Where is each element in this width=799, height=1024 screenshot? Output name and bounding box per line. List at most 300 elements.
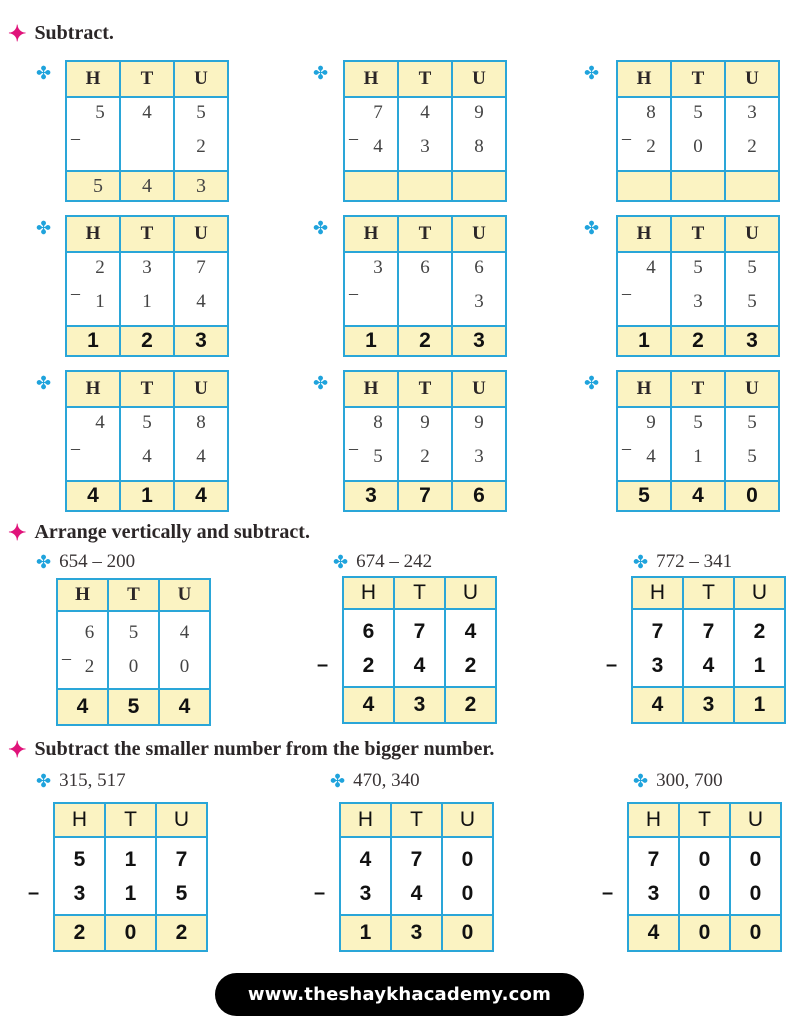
answer-cell[interactable] bbox=[398, 171, 452, 201]
blue-bullet-icon: ✤ bbox=[633, 770, 649, 791]
minuend-digit: 5 bbox=[73, 848, 86, 871]
answer-cell[interactable]: 4 bbox=[159, 689, 210, 725]
subtrahend-digit: 3 bbox=[73, 882, 86, 905]
htu-table bbox=[342, 576, 497, 724]
answer-cell[interactable]: 0 bbox=[679, 915, 730, 951]
subtrahend-digit: 1 bbox=[95, 291, 105, 312]
operand-cell bbox=[445, 609, 496, 687]
operand-row bbox=[628, 837, 781, 915]
operand-row bbox=[617, 252, 779, 326]
minuend-digit: 4 bbox=[464, 620, 477, 643]
subtrahend-digit: 2 bbox=[747, 136, 757, 157]
answer-cell[interactable]: 0 bbox=[442, 915, 493, 951]
minus-sign-icon: – bbox=[62, 648, 71, 668]
minuend-digit: 9 bbox=[646, 412, 656, 433]
problem-prompt bbox=[633, 770, 723, 792]
htu-table bbox=[343, 215, 507, 357]
operand-cell bbox=[671, 407, 725, 481]
subtrahend-digit: 5 bbox=[747, 446, 757, 467]
minuend-digit: 7 bbox=[175, 848, 188, 871]
operand-cell bbox=[398, 252, 452, 326]
operand-cell bbox=[671, 252, 725, 326]
answer-cell[interactable]: 4 bbox=[174, 481, 228, 511]
htu-table bbox=[343, 60, 507, 202]
column-header-t: T bbox=[120, 371, 174, 407]
minuend-digit: 5 bbox=[693, 412, 703, 433]
operand-cell bbox=[391, 837, 442, 915]
minuend-digit: 5 bbox=[142, 412, 152, 433]
answer-cell[interactable]: 3 bbox=[683, 687, 734, 723]
answer-cell[interactable]: 3 bbox=[174, 171, 228, 201]
column-header-t: T bbox=[108, 579, 159, 611]
answer-cell[interactable]: 2 bbox=[120, 326, 174, 356]
column-header-h: H bbox=[66, 61, 120, 97]
operand-cell bbox=[120, 97, 174, 171]
answer-cell[interactable]: 4 bbox=[57, 689, 108, 725]
column-header-u: U bbox=[445, 577, 496, 609]
subtrahend-digit: 0 bbox=[749, 882, 762, 905]
answer-cell[interactable]: 0 bbox=[725, 481, 779, 511]
operand-row bbox=[344, 252, 506, 326]
subtrahend-digit: 5 bbox=[175, 882, 188, 905]
answer-cell[interactable]: 0 bbox=[105, 915, 156, 951]
subtrahend-digit: 5 bbox=[373, 446, 383, 467]
section-heading-arrange bbox=[8, 521, 310, 544]
column-header-h: H bbox=[343, 577, 394, 609]
subtrahend-digit: 4 bbox=[410, 882, 423, 905]
answer-row bbox=[344, 171, 506, 201]
operand-row bbox=[66, 407, 228, 481]
minus-sign-icon: – bbox=[622, 128, 631, 148]
answer-cell[interactable]: 2 bbox=[445, 687, 496, 723]
header-row bbox=[54, 803, 207, 837]
htu-table bbox=[627, 802, 782, 952]
answer-cell[interactable]: 4 bbox=[632, 687, 683, 723]
operand-cell bbox=[156, 837, 207, 915]
subtrahend-digit: 2 bbox=[84, 656, 95, 677]
minuend-digit: 5 bbox=[128, 622, 139, 643]
column-header-t: T bbox=[671, 371, 725, 407]
answer-cell[interactable]: 6 bbox=[452, 481, 506, 511]
minus-sign-icon: – bbox=[622, 283, 631, 303]
blue-bullet-icon: ✤ bbox=[36, 63, 52, 83]
column-header-h: H bbox=[66, 371, 120, 407]
minuend-digit: 8 bbox=[196, 412, 206, 433]
minus-sign-icon: – bbox=[71, 438, 80, 458]
minus-sign-icon: – bbox=[606, 654, 618, 676]
answer-cell[interactable] bbox=[725, 171, 779, 201]
operand-cell bbox=[394, 609, 445, 687]
operand-cell bbox=[174, 407, 228, 481]
problem-prompt bbox=[330, 770, 420, 792]
answer-cell[interactable]: 2 bbox=[671, 326, 725, 356]
operand-cell bbox=[105, 837, 156, 915]
column-header-t: T bbox=[671, 61, 725, 97]
column-header-h: H bbox=[340, 803, 391, 837]
prompt-text: 470, 340 bbox=[353, 770, 420, 791]
subtrahend-digit: 0 bbox=[461, 882, 474, 905]
answer-cell[interactable]: 3 bbox=[174, 326, 228, 356]
htu-table bbox=[343, 370, 507, 512]
operand-row bbox=[54, 837, 207, 915]
minuend-digit: 4 bbox=[95, 412, 105, 433]
minuend-digit: 5 bbox=[747, 412, 757, 433]
column-header-u: U bbox=[174, 216, 228, 252]
minuend-digit: 7 bbox=[702, 620, 715, 643]
subtrahend-digit: 0 bbox=[179, 656, 190, 677]
column-header-u: U bbox=[452, 371, 506, 407]
blue-bullet-icon: ✤ bbox=[36, 218, 52, 238]
minuend-digit: 4 bbox=[142, 102, 152, 123]
operand-cell bbox=[344, 252, 398, 326]
subtrahend-digit: 0 bbox=[128, 656, 139, 677]
heading-text: Subtract. bbox=[34, 22, 114, 44]
column-header-u: U bbox=[734, 577, 785, 609]
operand-row bbox=[340, 837, 493, 915]
operand-cell bbox=[57, 611, 108, 689]
header-row bbox=[340, 803, 493, 837]
header-row bbox=[628, 803, 781, 837]
answer-cell[interactable]: 4 bbox=[343, 687, 394, 723]
subtrahend-digit: 1 bbox=[124, 882, 137, 905]
minuend-digit: 3 bbox=[373, 257, 383, 278]
column-header-h: H bbox=[344, 61, 398, 97]
answer-row bbox=[54, 915, 207, 951]
answer-row bbox=[66, 481, 228, 511]
minuend-digit: 3 bbox=[747, 102, 757, 123]
header-row bbox=[343, 577, 496, 609]
header-row bbox=[632, 577, 785, 609]
column-header-h: H bbox=[54, 803, 105, 837]
operand-cell bbox=[628, 837, 679, 915]
answer-cell[interactable]: 2 bbox=[156, 915, 207, 951]
minuend-digit: 6 bbox=[420, 257, 430, 278]
column-header-u: U bbox=[725, 216, 779, 252]
section-heading-smaller-bigger bbox=[8, 738, 494, 761]
answer-row bbox=[632, 687, 785, 723]
column-header-t: T bbox=[683, 577, 734, 609]
subtrahend-digit: 3 bbox=[420, 136, 430, 157]
minus-sign-icon: – bbox=[349, 128, 358, 148]
blue-bullet-icon: ✤ bbox=[36, 551, 52, 572]
subtrahend-digit: 4 bbox=[702, 654, 715, 677]
subtrahend-digit: 1 bbox=[753, 654, 766, 677]
subtrahend-digit: 3 bbox=[647, 882, 660, 905]
answer-row bbox=[344, 326, 506, 356]
minus-sign-icon: – bbox=[71, 283, 80, 303]
column-header-t: T bbox=[105, 803, 156, 837]
operand-cell bbox=[398, 407, 452, 481]
minuend-digit: 7 bbox=[373, 102, 383, 123]
prompt-text: 654 – 200 bbox=[59, 551, 136, 572]
subtrahend-digit: 2 bbox=[646, 136, 656, 157]
subtrahend-digit: 3 bbox=[474, 291, 484, 312]
header-row bbox=[344, 216, 506, 252]
column-header-h: H bbox=[344, 371, 398, 407]
answer-cell[interactable]: 3 bbox=[344, 481, 398, 511]
operand-cell bbox=[725, 97, 779, 171]
operand-cell bbox=[683, 609, 734, 687]
minuend-digit: 0 bbox=[698, 848, 711, 871]
minuend-digit: 4 bbox=[359, 848, 372, 871]
operand-cell bbox=[174, 97, 228, 171]
subtrahend-digit: 4 bbox=[196, 446, 206, 467]
htu-table bbox=[616, 215, 780, 357]
minus-sign-icon: – bbox=[602, 882, 614, 904]
operand-row bbox=[632, 609, 785, 687]
htu-table bbox=[616, 370, 780, 512]
subtrahend-digit: 2 bbox=[196, 136, 206, 157]
answer-cell[interactable] bbox=[671, 171, 725, 201]
minus-sign-icon: – bbox=[317, 654, 329, 676]
problem-prompt bbox=[36, 770, 126, 792]
minuend-digit: 6 bbox=[84, 622, 95, 643]
column-header-t: T bbox=[398, 61, 452, 97]
column-header-t: T bbox=[671, 216, 725, 252]
operand-row bbox=[344, 407, 506, 481]
minuend-digit: 2 bbox=[753, 620, 766, 643]
minuend-digit: 2 bbox=[95, 257, 105, 278]
minuend-digit: 7 bbox=[651, 620, 664, 643]
column-header-u: U bbox=[730, 803, 781, 837]
column-header-h: H bbox=[57, 579, 108, 611]
operand-cell bbox=[734, 609, 785, 687]
answer-cell[interactable]: 1 bbox=[617, 326, 671, 356]
website-url-banner[interactable] bbox=[215, 973, 584, 1016]
htu-table bbox=[65, 370, 229, 512]
operand-cell bbox=[452, 97, 506, 171]
answer-row bbox=[340, 915, 493, 951]
operand-cell bbox=[66, 97, 120, 171]
header-row bbox=[57, 579, 210, 611]
blue-bullet-icon: ✤ bbox=[313, 63, 329, 83]
answer-cell[interactable]: 5 bbox=[617, 481, 671, 511]
blue-bullet-icon: ✤ bbox=[313, 218, 329, 238]
minuend-digit: 9 bbox=[474, 412, 484, 433]
operand-row bbox=[344, 97, 506, 171]
pink-star-icon: ✦ bbox=[8, 519, 27, 545]
subtrahend-digit: 4 bbox=[646, 446, 656, 467]
subtrahend-digit: 5 bbox=[747, 291, 757, 312]
htu-table bbox=[56, 578, 211, 726]
answer-cell[interactable]: 1 bbox=[344, 326, 398, 356]
minuend-digit: 5 bbox=[196, 102, 206, 123]
column-header-u: U bbox=[452, 216, 506, 252]
operand-cell bbox=[344, 407, 398, 481]
heading-text: Subtract the smaller number from the bigger number. bbox=[34, 738, 495, 760]
operand-row bbox=[343, 609, 496, 687]
column-header-h: H bbox=[628, 803, 679, 837]
header-row bbox=[344, 371, 506, 407]
operand-row bbox=[57, 611, 210, 689]
operand-cell bbox=[343, 609, 394, 687]
operand-cell bbox=[617, 407, 671, 481]
minuend-digit: 5 bbox=[693, 102, 703, 123]
answer-row bbox=[617, 171, 779, 201]
blue-bullet-icon: ✤ bbox=[584, 373, 600, 393]
operand-cell bbox=[174, 252, 228, 326]
answer-cell[interactable]: 4 bbox=[120, 171, 174, 201]
answer-cell[interactable]: 3 bbox=[725, 326, 779, 356]
pink-star-icon: ✦ bbox=[8, 736, 27, 762]
operand-row bbox=[66, 252, 228, 326]
blue-bullet-icon: ✤ bbox=[36, 770, 52, 791]
answer-cell[interactable] bbox=[344, 171, 398, 201]
column-header-h: H bbox=[617, 216, 671, 252]
htu-table bbox=[65, 215, 229, 357]
column-header-h: H bbox=[344, 216, 398, 252]
answer-cell[interactable]: 1 bbox=[734, 687, 785, 723]
answer-cell[interactable]: 2 bbox=[54, 915, 105, 951]
minuend-digit: 0 bbox=[749, 848, 762, 871]
operand-cell bbox=[632, 609, 683, 687]
subtrahend-digit: 3 bbox=[474, 446, 484, 467]
minuend-digit: 3 bbox=[142, 257, 152, 278]
subtrahend-digit: 4 bbox=[142, 446, 152, 467]
answer-cell[interactable]: 3 bbox=[394, 687, 445, 723]
operand-cell bbox=[159, 611, 210, 689]
htu-table bbox=[53, 802, 208, 952]
operand-row bbox=[66, 97, 228, 171]
minuend-digit: 0 bbox=[461, 848, 474, 871]
column-header-t: T bbox=[120, 61, 174, 97]
minuend-digit: 8 bbox=[373, 412, 383, 433]
minuend-digit: 6 bbox=[474, 257, 484, 278]
operand-cell bbox=[398, 97, 452, 171]
column-header-u: U bbox=[174, 61, 228, 97]
header-row bbox=[66, 371, 228, 407]
answer-cell[interactable]: 4 bbox=[671, 481, 725, 511]
subtrahend-digit: 1 bbox=[142, 291, 152, 312]
minus-sign-icon: – bbox=[349, 283, 358, 303]
subtrahend-digit: 8 bbox=[474, 136, 484, 157]
answer-cell[interactable]: 7 bbox=[398, 481, 452, 511]
column-header-u: U bbox=[159, 579, 210, 611]
htu-table bbox=[65, 60, 229, 202]
minuend-digit: 1 bbox=[124, 848, 137, 871]
column-header-t: T bbox=[398, 216, 452, 252]
operand-cell bbox=[340, 837, 391, 915]
operand-cell bbox=[442, 837, 493, 915]
answer-row bbox=[66, 326, 228, 356]
answer-cell[interactable] bbox=[452, 171, 506, 201]
minuend-digit: 8 bbox=[646, 102, 656, 123]
minuend-digit: 9 bbox=[420, 412, 430, 433]
minuend-digit: 6 bbox=[362, 620, 375, 643]
answer-cell[interactable]: 5 bbox=[108, 689, 159, 725]
header-row bbox=[344, 61, 506, 97]
minuend-digit: 4 bbox=[646, 257, 656, 278]
header-row bbox=[66, 61, 228, 97]
operand-cell bbox=[725, 252, 779, 326]
operand-cell bbox=[617, 252, 671, 326]
minuend-digit: 7 bbox=[647, 848, 660, 871]
blue-bullet-icon: ✤ bbox=[313, 373, 329, 393]
operand-cell bbox=[120, 407, 174, 481]
subtrahend-digit: 3 bbox=[359, 882, 372, 905]
subtrahend-digit: 3 bbox=[693, 291, 703, 312]
answer-row bbox=[617, 481, 779, 511]
minus-sign-icon: – bbox=[622, 438, 631, 458]
operand-cell bbox=[120, 252, 174, 326]
answer-cell[interactable]: 4 bbox=[628, 915, 679, 951]
subtrahend-digit: 3 bbox=[651, 654, 664, 677]
answer-row bbox=[617, 326, 779, 356]
subtrahend-digit: 4 bbox=[196, 291, 206, 312]
column-header-t: T bbox=[120, 216, 174, 252]
answer-cell[interactable]: 4 bbox=[66, 481, 120, 511]
operand-cell bbox=[725, 407, 779, 481]
subtrahend-digit: 2 bbox=[464, 654, 477, 677]
column-header-h: H bbox=[617, 371, 671, 407]
operand-row bbox=[617, 407, 779, 481]
prompt-text: 772 – 341 bbox=[656, 551, 733, 572]
column-header-h: H bbox=[632, 577, 683, 609]
header-row bbox=[617, 216, 779, 252]
answer-cell[interactable]: 5 bbox=[66, 171, 120, 201]
answer-cell[interactable]: 1 bbox=[340, 915, 391, 951]
operand-cell bbox=[679, 837, 730, 915]
problem-prompt bbox=[633, 551, 732, 573]
answer-cell[interactable]: 1 bbox=[120, 481, 174, 511]
answer-row bbox=[344, 481, 506, 511]
operand-cell bbox=[730, 837, 781, 915]
minuend-digit: 7 bbox=[413, 620, 426, 643]
minus-sign-icon: – bbox=[28, 882, 40, 904]
minuend-digit: 5 bbox=[693, 257, 703, 278]
answer-cell[interactable]: 3 bbox=[452, 326, 506, 356]
minuend-digit: 4 bbox=[179, 622, 190, 643]
answer-cell[interactable] bbox=[617, 171, 671, 201]
operand-cell bbox=[66, 407, 120, 481]
answer-row bbox=[66, 171, 228, 201]
column-header-u: U bbox=[442, 803, 493, 837]
blue-bullet-icon: ✤ bbox=[633, 551, 649, 572]
pink-star-icon: ✦ bbox=[8, 20, 27, 46]
column-header-t: T bbox=[679, 803, 730, 837]
blue-bullet-icon: ✤ bbox=[333, 551, 349, 572]
minuend-digit: 5 bbox=[747, 257, 757, 278]
column-header-u: U bbox=[156, 803, 207, 837]
minuend-digit: 7 bbox=[196, 257, 206, 278]
column-header-t: T bbox=[391, 803, 442, 837]
operand-row bbox=[617, 97, 779, 171]
answer-cell[interactable]: 1 bbox=[66, 326, 120, 356]
operand-cell bbox=[452, 252, 506, 326]
operand-cell bbox=[452, 407, 506, 481]
answer-cell[interactable]: 3 bbox=[391, 915, 442, 951]
minuend-digit: 4 bbox=[420, 102, 430, 123]
subtrahend-digit: 1 bbox=[693, 446, 703, 467]
htu-table bbox=[339, 802, 494, 952]
subtrahend-digit: 4 bbox=[413, 654, 426, 677]
column-header-h: H bbox=[66, 216, 120, 252]
blue-bullet-icon: ✤ bbox=[36, 373, 52, 393]
minuend-digit: 7 bbox=[410, 848, 423, 871]
column-header-u: U bbox=[174, 371, 228, 407]
blue-bullet-icon: ✤ bbox=[330, 770, 346, 791]
operand-cell bbox=[344, 97, 398, 171]
subtrahend-digit: 2 bbox=[362, 654, 375, 677]
answer-row bbox=[57, 689, 210, 725]
column-header-u: U bbox=[725, 61, 779, 97]
header-row bbox=[617, 371, 779, 407]
operand-cell bbox=[671, 97, 725, 171]
answer-cell[interactable]: 2 bbox=[398, 326, 452, 356]
subtrahend-digit: 2 bbox=[420, 446, 430, 467]
subtrahend-digit: 0 bbox=[693, 136, 703, 157]
answer-cell[interactable]: 0 bbox=[730, 915, 781, 951]
